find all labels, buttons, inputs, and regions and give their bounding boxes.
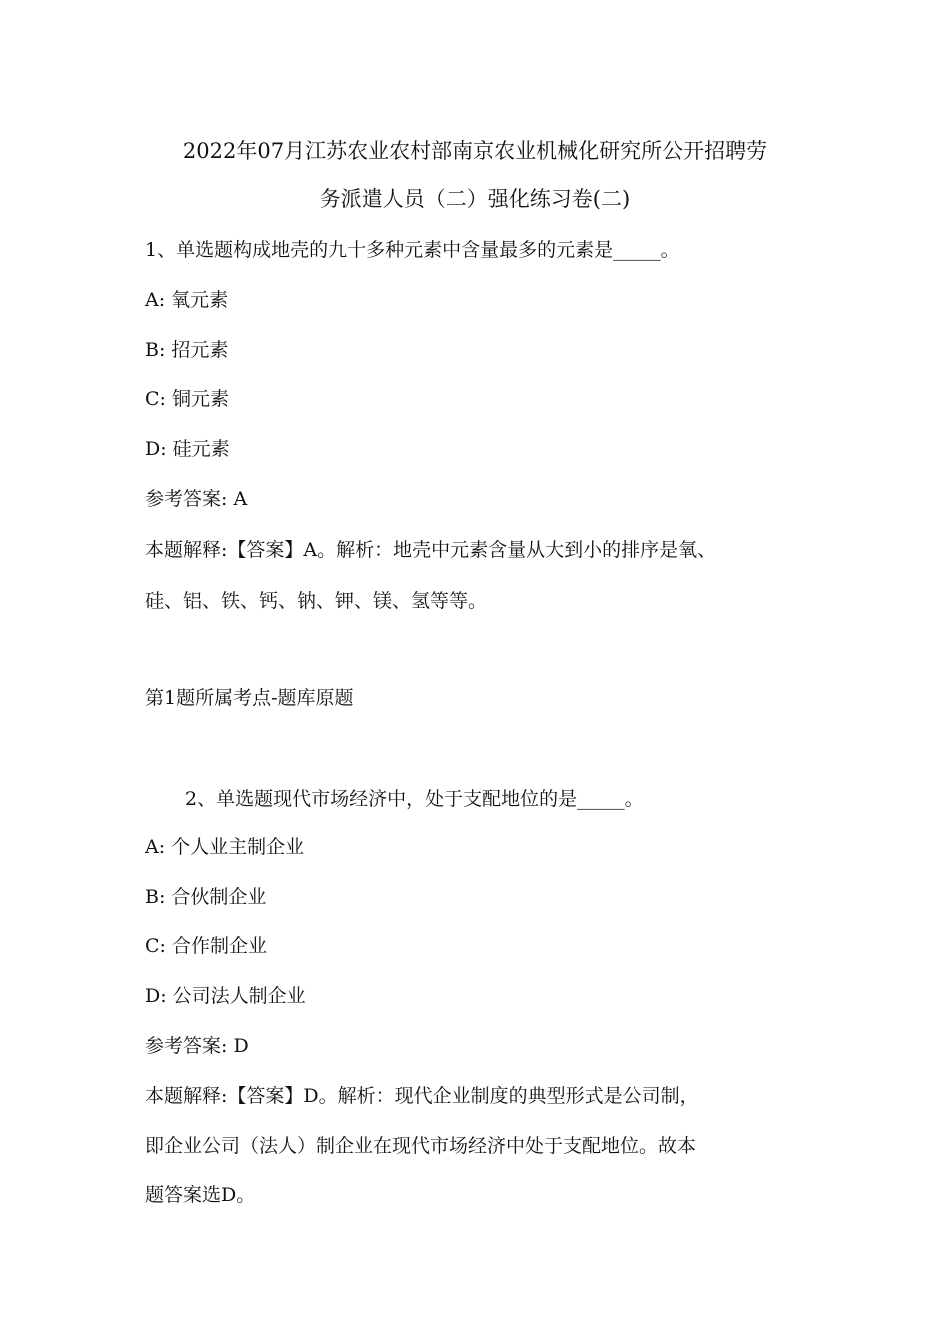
question-1-option-a: A: 氧元素 bbox=[145, 289, 229, 311]
question-2-explanation-line-1: 本题解释:【答案】D。解析：现代企业制度的典型形式是公司制， bbox=[145, 1085, 699, 1107]
question-2-option-b: B: 合伙制企业 bbox=[145, 886, 267, 908]
question-2-option-a: A: 个人业主制企业 bbox=[145, 836, 305, 858]
question-1-topic: 第1题所属考点-题库原题 bbox=[145, 687, 354, 709]
document-title-line-1: 2022年07月江苏农业农村部南京农业机械化研究所公开招聘劳 bbox=[182, 139, 768, 163]
question-1-option-c: C: 铜元素 bbox=[145, 388, 229, 410]
question-1-stem: 1、单选题构成地壳的九十多种元素中含量最多的元素是_____。 bbox=[145, 239, 680, 261]
question-1-explanation-line-2: 硅、铝、铁、钙、钠、钾、镁、氢等等。 bbox=[145, 590, 488, 612]
question-2-stem: 2、单选题现代市场经济中，处于支配地位的是_____。 bbox=[185, 788, 644, 810]
question-2-option-d: D: 公司法人制企业 bbox=[145, 985, 306, 1007]
document-title-line-2: 务派遣人员（二）强化练习卷(二) bbox=[319, 187, 631, 211]
question-1-explanation-line-1: 本题解释:【答案】A。解析：地壳中元素含量从大到小的排序是氧、 bbox=[145, 539, 717, 561]
question-2-explanation-line-3: 题答案选D。 bbox=[145, 1184, 256, 1206]
question-2-explanation-line-2: 即企业公司（法人）制企业在现代市场经济中处于支配地位。故本 bbox=[145, 1135, 697, 1157]
question-1-answer: 参考答案: A bbox=[145, 488, 248, 510]
question-2-option-c: C: 合作制企业 bbox=[145, 935, 267, 957]
question-1-option-d: D: 硅元素 bbox=[145, 438, 230, 460]
question-1-option-b: B: 招元素 bbox=[145, 339, 229, 361]
question-2-answer: 参考答案: D bbox=[145, 1035, 249, 1057]
